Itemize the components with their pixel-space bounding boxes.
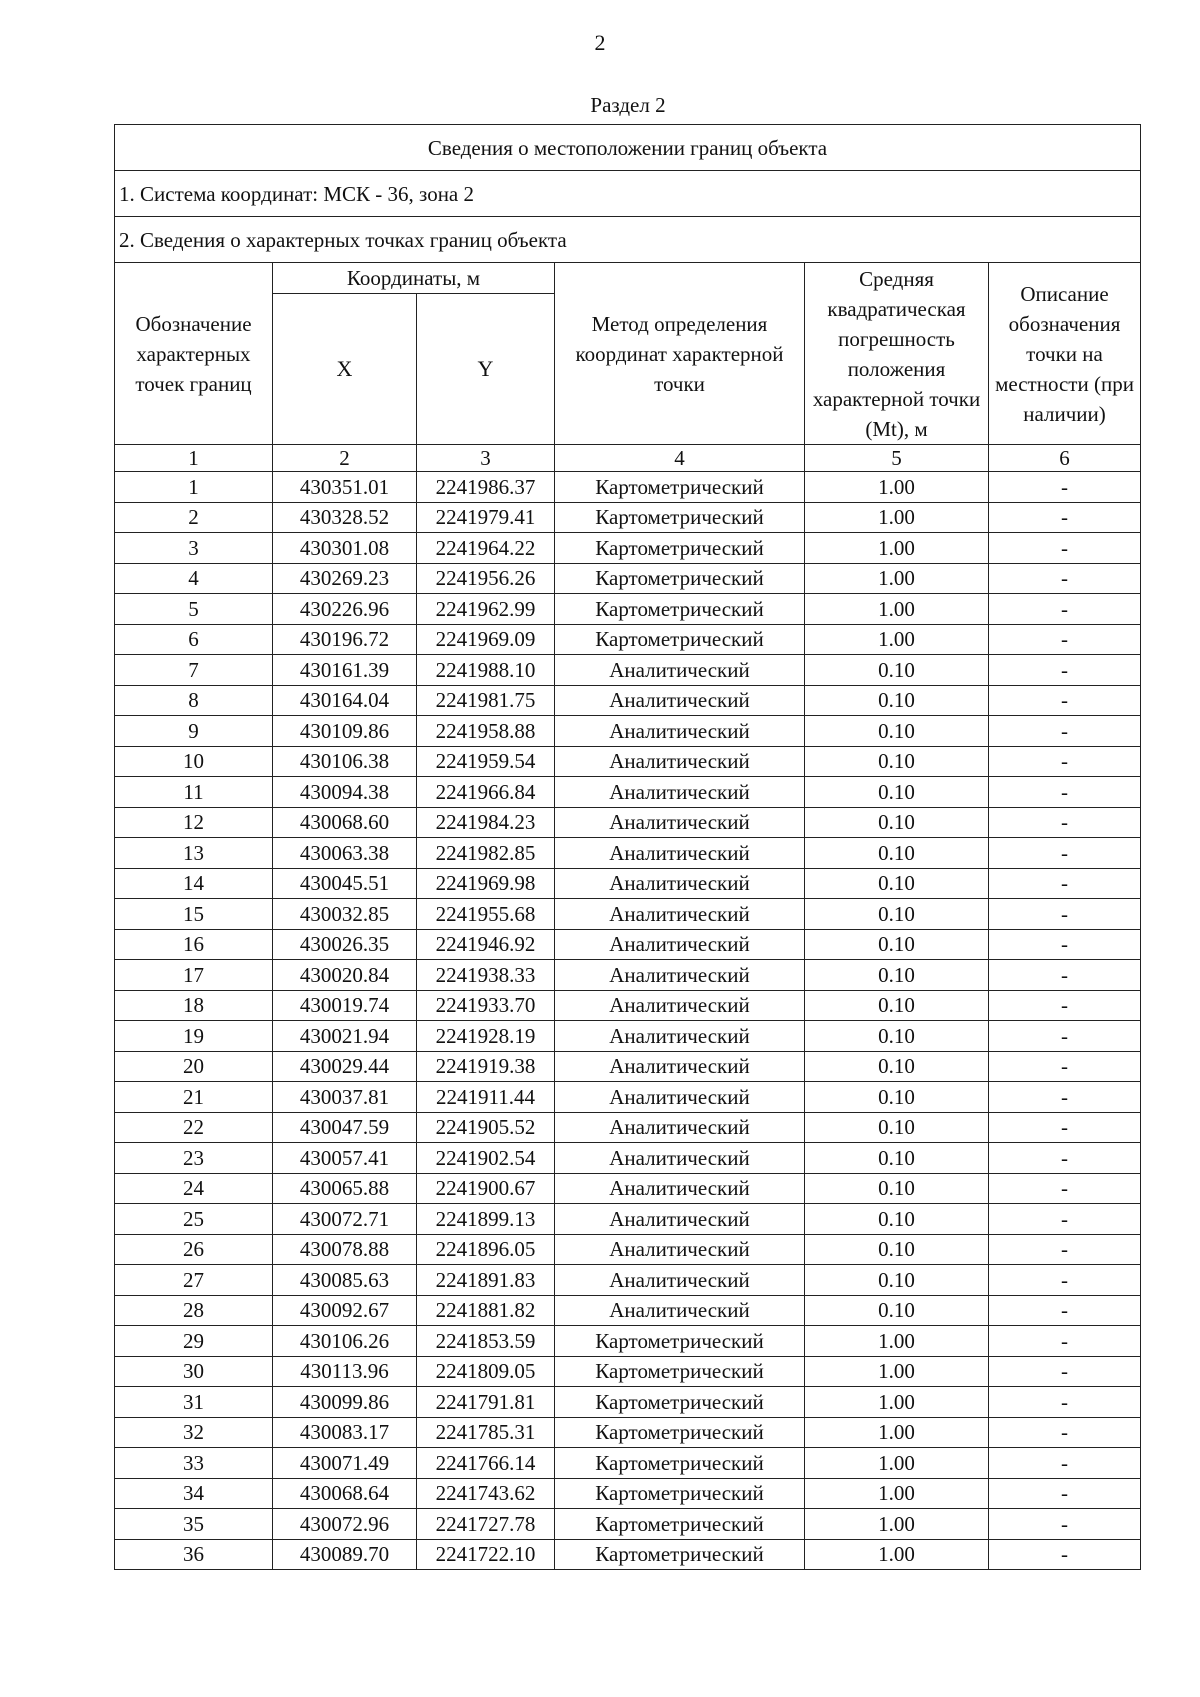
point-description: - [989,990,1141,1021]
point-description: - [989,1082,1141,1113]
x-coordinate: 430099.86 [273,1387,417,1418]
point-number: 24 [115,1173,273,1204]
x-coordinate: 430072.96 [273,1509,417,1540]
accuracy-mt: 0.10 [805,1234,989,1265]
x-coordinate: 430078.88 [273,1234,417,1265]
y-coordinate: 2241911.44 [417,1082,555,1113]
accuracy-mt: 0.10 [805,1143,989,1174]
accuracy-mt: 1.00 [805,563,989,594]
y-coordinate: 2241955.68 [417,899,555,930]
y-coordinate: 2241791.81 [417,1387,555,1418]
point-description: - [989,594,1141,625]
point-number: 26 [115,1234,273,1265]
x-coordinate: 430071.49 [273,1448,417,1479]
accuracy-mt: 0.10 [805,685,989,716]
accuracy-mt: 0.10 [805,1082,989,1113]
point-description: - [989,1448,1141,1479]
point-number: 10 [115,746,273,777]
x-coordinate: 430068.64 [273,1478,417,1509]
y-coordinate: 2241727.78 [417,1509,555,1540]
method: Аналитический [555,868,805,899]
y-coordinate: 2241988.10 [417,655,555,686]
method: Аналитический [555,807,805,838]
y-coordinate: 2241969.09 [417,624,555,655]
point-number: 20 [115,1051,273,1082]
method: Картометрический [555,1387,805,1418]
y-coordinate: 2241982.85 [417,838,555,869]
accuracy-mt: 0.10 [805,716,989,747]
method: Картометрический [555,563,805,594]
y-coordinate: 2241853.59 [417,1326,555,1357]
accuracy-mt: 0.10 [805,899,989,930]
table-row [115,807,1141,838]
y-coordinate: 2241743.62 [417,1478,555,1509]
table-row [115,1478,1141,1509]
column-number: 2 [273,445,417,472]
point-number: 11 [115,777,273,808]
table-row [115,1539,1141,1570]
point-description: - [989,868,1141,899]
accuracy-mt: 0.10 [805,838,989,869]
point-description: - [989,685,1141,716]
point-number: 21 [115,1082,273,1113]
method: Аналитический [555,1112,805,1143]
method: Аналитический [555,655,805,686]
point-number: 36 [115,1539,273,1570]
method: Аналитический [555,685,805,716]
y-coordinate: 2241899.13 [417,1204,555,1235]
y-coordinate: 2241785.31 [417,1417,555,1448]
point-description: - [989,1021,1141,1052]
y-coordinate: 2241958.88 [417,716,555,747]
table-row [115,1021,1141,1052]
point-description: - [989,624,1141,655]
table-row [115,1173,1141,1204]
table-row [115,1509,1141,1540]
method: Аналитический [555,838,805,869]
x-coordinate: 430164.04 [273,685,417,716]
point-number: 29 [115,1326,273,1357]
x-coordinate: 430047.59 [273,1112,417,1143]
y-coordinate: 2241905.52 [417,1112,555,1143]
method: Аналитический [555,716,805,747]
y-coordinate: 2241933.70 [417,990,555,1021]
point-description: - [989,1173,1141,1204]
point-number: 8 [115,685,273,716]
x-coordinate: 430045.51 [273,868,417,899]
accuracy-mt: 0.10 [805,1265,989,1296]
x-coordinate: 430083.17 [273,1417,417,1448]
accuracy-mt: 1.00 [805,1448,989,1479]
accuracy-mt: 1.00 [805,594,989,625]
column-number: 1 [115,445,273,472]
accuracy-mt: 1.00 [805,1478,989,1509]
point-number: 25 [115,1204,273,1235]
accuracy-mt: 0.10 [805,655,989,686]
y-coordinate: 2241979.41 [417,502,555,533]
table-row [115,1417,1141,1448]
accuracy-mt: 0.10 [805,1204,989,1235]
table-row [115,1112,1141,1143]
accuracy-mt: 0.10 [805,777,989,808]
accuracy-mt: 1.00 [805,502,989,533]
points-heading: 2. Сведения о характерных точках границ объекта [115,217,1141,263]
table-row [115,777,1141,808]
method: Картометрический [555,594,805,625]
point-description: - [989,563,1141,594]
method: Аналитический [555,990,805,1021]
table-row [115,1143,1141,1174]
table-row [115,563,1141,594]
y-coordinate: 2241902.54 [417,1143,555,1174]
point-description: - [989,1204,1141,1235]
y-coordinate: 2241986.37 [417,472,555,503]
accuracy-mt: 1.00 [805,624,989,655]
x-coordinate: 430351.01 [273,472,417,503]
point-description: - [989,1539,1141,1570]
x-coordinate: 430196.72 [273,624,417,655]
point-description: - [989,1112,1141,1143]
x-coordinate: 430063.38 [273,838,417,869]
y-coordinate: 2241956.26 [417,563,555,594]
x-coordinate: 430109.86 [273,716,417,747]
column-numbers-row [115,445,1141,472]
x-coordinate: 430065.88 [273,1173,417,1204]
point-number: 15 [115,899,273,930]
method: Картометрический [555,502,805,533]
point-description: - [989,1051,1141,1082]
method: Картометрический [555,1478,805,1509]
column-number: 3 [417,445,555,472]
method: Аналитический [555,960,805,991]
x-coordinate: 430092.67 [273,1295,417,1326]
point-description: - [989,1417,1141,1448]
method: Картометрический [555,1509,805,1540]
method: Аналитический [555,1173,805,1204]
y-coordinate: 2241766.14 [417,1448,555,1479]
table-row [115,1448,1141,1479]
accuracy-mt: 0.10 [805,1051,989,1082]
table-row [115,1326,1141,1357]
point-number: 16 [115,929,273,960]
header-y: Y [417,294,555,445]
y-coordinate: 2241959.54 [417,746,555,777]
column-number: 6 [989,445,1141,472]
x-coordinate: 430026.35 [273,929,417,960]
point-number: 35 [115,1509,273,1540]
x-coordinate: 430301.08 [273,533,417,564]
method: Картометрический [555,1326,805,1357]
method: Аналитический [555,1295,805,1326]
point-description: - [989,1234,1141,1265]
table-row [115,1387,1141,1418]
column-number: 4 [555,445,805,472]
accuracy-mt: 0.10 [805,929,989,960]
method: Аналитический [555,899,805,930]
method: Картометрический [555,472,805,503]
y-coordinate: 2241928.19 [417,1021,555,1052]
accuracy-mt: 1.00 [805,1509,989,1540]
point-description: - [989,533,1141,564]
point-number: 33 [115,1448,273,1479]
table-row [115,655,1141,686]
y-coordinate: 2241984.23 [417,807,555,838]
header-coordinates: Координаты, м [273,263,555,294]
accuracy-mt: 0.10 [805,1112,989,1143]
x-coordinate: 430029.44 [273,1051,417,1082]
table-row [115,624,1141,655]
table-row [115,716,1141,747]
table-row [115,533,1141,564]
table-row [115,472,1141,503]
y-coordinate: 2241919.38 [417,1051,555,1082]
method: Картометрический [555,1356,805,1387]
point-description: - [989,1356,1141,1387]
accuracy-mt: 0.10 [805,1295,989,1326]
x-coordinate: 430161.39 [273,655,417,686]
point-number: 12 [115,807,273,838]
header-x: X [273,294,417,445]
method: Картометрический [555,533,805,564]
table-row [115,1295,1141,1326]
accuracy-mt: 1.00 [805,472,989,503]
accuracy-mt: 1.00 [805,1326,989,1357]
point-description: - [989,1509,1141,1540]
table-row [115,868,1141,899]
point-number: 13 [115,838,273,869]
y-coordinate: 2241964.22 [417,533,555,564]
x-coordinate: 430085.63 [273,1265,417,1296]
point-number: 31 [115,1387,273,1418]
accuracy-mt: 0.10 [805,746,989,777]
x-coordinate: 430032.85 [273,899,417,930]
x-coordinate: 430037.81 [273,1082,417,1113]
accuracy-mt: 1.00 [805,533,989,564]
method: Картометрический [555,1539,805,1570]
accuracy-mt: 0.10 [805,1173,989,1204]
x-coordinate: 430328.52 [273,502,417,533]
point-number: 19 [115,1021,273,1052]
x-coordinate: 430089.70 [273,1539,417,1570]
point-description: - [989,807,1141,838]
table-row [115,1265,1141,1296]
table-row [115,1082,1141,1113]
x-coordinate: 430269.23 [273,563,417,594]
point-number: 30 [115,1356,273,1387]
table-row [115,594,1141,625]
method: Аналитический [555,1051,805,1082]
x-coordinate: 430019.74 [273,990,417,1021]
method: Картометрический [555,1417,805,1448]
x-coordinate: 430068.60 [273,807,417,838]
point-description: - [989,929,1141,960]
table-row [115,899,1141,930]
point-description: - [989,716,1141,747]
x-coordinate: 430021.94 [273,1021,417,1052]
header-accuracy: Средняя квадратическая погрешность положения характерной точки (Mt), м [805,263,989,445]
point-number: 6 [115,624,273,655]
point-number: 27 [115,1265,273,1296]
point-description: - [989,899,1141,930]
table-row [115,929,1141,960]
accuracy-mt: 0.10 [805,807,989,838]
accuracy-mt: 1.00 [805,1356,989,1387]
method: Аналитический [555,1265,805,1296]
method: Аналитический [555,777,805,808]
point-number: 18 [115,990,273,1021]
method: Аналитический [555,1234,805,1265]
header-point-designation: Обозначение характерных точек границ [115,263,273,445]
point-number: 5 [115,594,273,625]
point-description: - [989,655,1141,686]
y-coordinate: 2241722.10 [417,1539,555,1570]
table-row [115,502,1141,533]
point-description: - [989,777,1141,808]
method: Аналитический [555,746,805,777]
accuracy-mt: 0.10 [805,990,989,1021]
point-number: 23 [115,1143,273,1174]
table-title: Сведения о местоположении границ объекта [115,125,1141,171]
accuracy-mt: 1.00 [805,1539,989,1570]
table-row [115,1234,1141,1265]
boundary-points-table [114,124,1141,1570]
method: Аналитический [555,1082,805,1113]
point-number: 17 [115,960,273,991]
method: Аналитический [555,1143,805,1174]
point-number: 28 [115,1295,273,1326]
x-coordinate: 430057.41 [273,1143,417,1174]
header-description: Описание обозначения точки на местности (при наличии) [989,263,1141,445]
point-number: 4 [115,563,273,594]
table-row [115,746,1141,777]
page-number: 2 [594,30,606,55]
point-description: - [989,1143,1141,1174]
method: Картометрический [555,1448,805,1479]
table-row [115,1204,1141,1235]
point-number: 9 [115,716,273,747]
y-coordinate: 2241938.33 [417,960,555,991]
y-coordinate: 2241969.98 [417,868,555,899]
method: Аналитический [555,929,805,960]
x-coordinate: 430094.38 [273,777,417,808]
x-coordinate: 430106.38 [273,746,417,777]
y-coordinate: 2241891.83 [417,1265,555,1296]
table-row [115,1356,1141,1387]
point-number: 2 [115,502,273,533]
point-description: - [989,502,1141,533]
y-coordinate: 2241981.75 [417,685,555,716]
point-number: 34 [115,1478,273,1509]
point-description: - [989,1478,1141,1509]
table-row [115,960,1141,991]
method: Аналитический [555,1021,805,1052]
point-description: - [989,746,1141,777]
x-coordinate: 430226.96 [273,594,417,625]
x-coordinate: 430106.26 [273,1326,417,1357]
point-number: 3 [115,533,273,564]
accuracy-mt: 0.10 [805,960,989,991]
point-description: - [989,1387,1141,1418]
y-coordinate: 2241900.67 [417,1173,555,1204]
point-number: 32 [115,1417,273,1448]
table-row [115,838,1141,869]
y-coordinate: 2241809.05 [417,1356,555,1387]
point-description: - [989,838,1141,869]
accuracy-mt: 1.00 [805,1387,989,1418]
accuracy-mt: 1.00 [805,1417,989,1448]
point-description: - [989,472,1141,503]
y-coordinate: 2241946.92 [417,929,555,960]
table-row [115,685,1141,716]
table-row [115,990,1141,1021]
accuracy-mt: 0.10 [805,1021,989,1052]
table-row [115,1051,1141,1082]
point-description: - [989,1295,1141,1326]
method: Аналитический [555,1204,805,1235]
method: Картометрический [555,624,805,655]
x-coordinate: 430072.71 [273,1204,417,1235]
point-description: - [989,1265,1141,1296]
point-number: 14 [115,868,273,899]
x-coordinate: 430113.96 [273,1356,417,1387]
y-coordinate: 2241881.82 [417,1295,555,1326]
point-number: 22 [115,1112,273,1143]
column-number: 5 [805,445,989,472]
point-number: 7 [115,655,273,686]
point-number: 1 [115,472,273,503]
header-method: Метод определения координат характерной точки [555,263,805,445]
y-coordinate: 2241962.99 [417,594,555,625]
y-coordinate: 2241896.05 [417,1234,555,1265]
accuracy-mt: 0.10 [805,868,989,899]
y-coordinate: 2241966.84 [417,777,555,808]
x-coordinate: 430020.84 [273,960,417,991]
point-description: - [989,1326,1141,1357]
section-title: Раздел 2 [590,93,666,117]
coordinate-system: 1. Система координат: МСК - 36, зона 2 [115,171,1141,217]
point-description: - [989,960,1141,991]
